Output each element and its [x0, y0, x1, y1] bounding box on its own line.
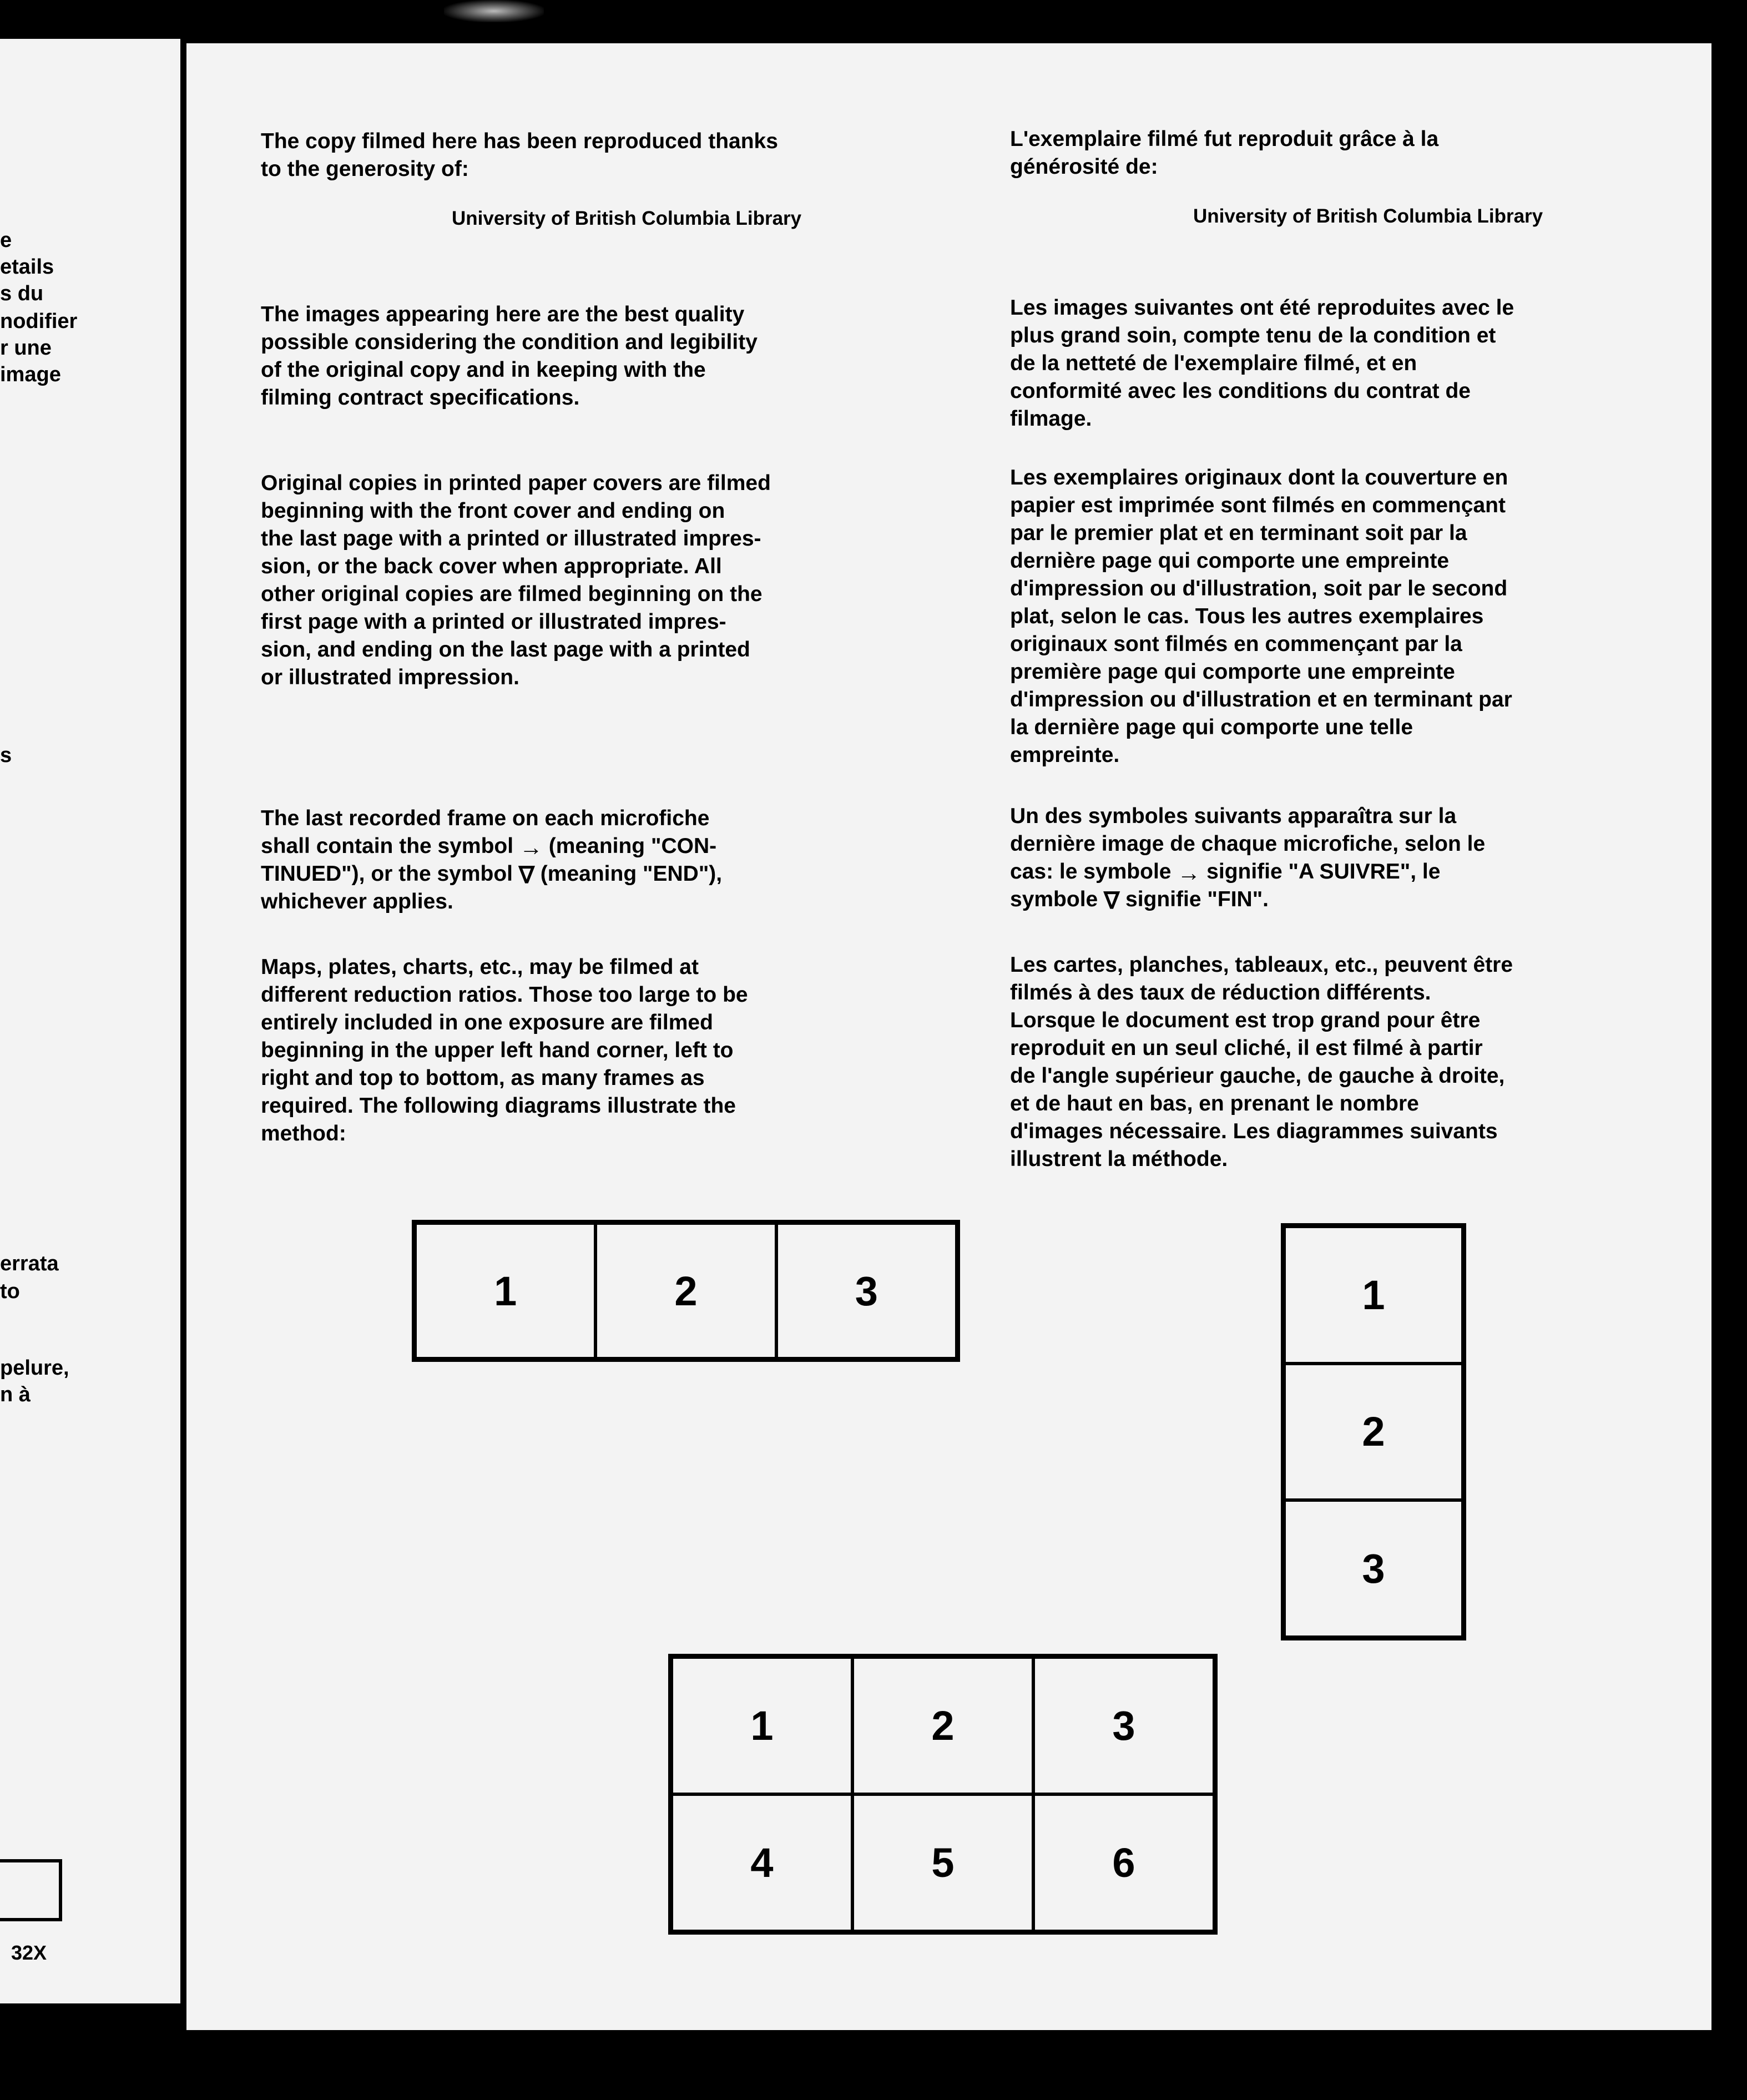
- text: (meaning "END"),: [534, 862, 723, 886]
- diagram-horizontal-frames: [412, 1220, 960, 1362]
- adjacent-page-fragment: [0, 39, 180, 2003]
- arrow-right-icon: →: [1177, 859, 1201, 886]
- text: cas: le symbole: [1010, 860, 1178, 884]
- frame-cell: 3: [776, 1223, 957, 1359]
- reduction-label: 32X: [11, 1941, 47, 1964]
- text: signifie "FIN".: [1119, 887, 1269, 911]
- fragment-text: s du: [0, 282, 44, 305]
- fragment-text: pelure,: [0, 1356, 69, 1380]
- text: Un des symboles suivants apparaîtra sur la: [1010, 804, 1457, 828]
- french-library-name: University of British Columbia Library: [1193, 205, 1543, 227]
- fragment-text: nodifier: [0, 310, 78, 333]
- fragment-text: errata: [0, 1252, 59, 1275]
- frame-cell: 3: [1284, 1500, 1463, 1637]
- french-original-copies: Les exemplaires originaux dont la couverture en papier est imprimée sont filmés en commençant par le premier plat et en terminant soit par la dernière page qui comporte une empreinte d'impression ou d'illustration, soit par le second plat, selon le cas. Tous les autres exemplaires originaux sont filmés en commençant par la première page qui comporte une empreinte d'impression ou d'illustration et en terminant par la dernière page qui comporte une telle empreinte.: [1010, 466, 1512, 767]
- french-acknowledgement: L'exemplaire filmé fut reproduit grâce à la générosité de:: [1010, 127, 1439, 179]
- fragment-text: r une: [0, 336, 52, 360]
- text: The last recorded frame on each microfiche: [261, 806, 710, 830]
- frame-cell: 6: [1033, 1794, 1214, 1931]
- text: TINUED"), or the symbol: [261, 862, 519, 886]
- diagram-grid-frames: [668, 1654, 1218, 1935]
- text: signifie "A SUIVRE", le: [1200, 860, 1441, 884]
- fragment-text: s: [0, 744, 12, 767]
- frame-cell: 2: [852, 1657, 1033, 1794]
- frame-cell: 1: [1284, 1226, 1463, 1364]
- frame-cell: 2: [595, 1223, 776, 1359]
- triangle-down-icon: ∇: [518, 861, 534, 888]
- text: (meaning "CON-: [542, 834, 717, 858]
- text: whichever applies.: [261, 890, 453, 913]
- french-maps-paragraph: Les cartes, planches, tableaux, etc., peuvent être filmés à des taux de réduction différents. Lorsque le document est trop grand pour être reproduit en un seul cliché, il est filmé à partir de l'angle supérieur gauche, de gauche à droite, et de haut en bas, en prenant le nombre d'images nécessaire. Les diagrammes suivants illustrent la méthode.: [1010, 953, 1513, 1171]
- frame-cell: 1: [671, 1657, 852, 1794]
- text: shall contain the symbol: [261, 834, 519, 858]
- fragment-text: to: [0, 1280, 20, 1303]
- frame-cell: 4: [671, 1794, 852, 1931]
- fragment-text: e: [0, 229, 12, 252]
- reduction-box: [0, 1859, 62, 1921]
- triangle-down-icon: ∇: [1104, 887, 1120, 913]
- frame-cell: 5: [852, 1794, 1033, 1931]
- english-original-copies: Original copies in printed paper covers are filmed beginning with the front cover and ending on the last page with a printed or illustrated impres- sion, or the back cover when appropriate. All other original copies are filmed beginning on the first page with a printed or illustrated impres- sion, and ending on the last page with a printed or illustrated impression.: [261, 471, 771, 689]
- english-symbols-paragraph: [261, 805, 722, 916]
- french-image-quality: Les images suivantes ont été reproduites avec le plus grand soin, compte tenu de la condition et de la netteté de l'exemplaire filmé, et en conformité avec les conditions du contrat de filmage.: [1010, 296, 1514, 431]
- frame-cell: 1: [415, 1223, 595, 1359]
- fragment-text: image: [0, 363, 61, 386]
- fragment-text: etails: [0, 255, 54, 279]
- fragment-text: n à: [0, 1383, 31, 1406]
- english-maps-paragraph: Maps, plates, charts, etc., may be filmed at different reduction ratios. Those too large to be entirely included in one exposure are filmed beginning in the upper left hand corner, left to right and top to bottom, as many frames as required. The following diagrams illustrate the method:: [261, 955, 748, 1145]
- scan-dust-top: [444, 0, 544, 22]
- french-symbols-paragraph: [1010, 802, 1485, 913]
- text: dernière image de chaque microfiche, selon le: [1010, 832, 1486, 856]
- diagram-vertical-frames: [1281, 1223, 1466, 1640]
- frame-cell: 2: [1284, 1364, 1463, 1501]
- english-acknowledgement: The copy filmed here has been reproduced thanks to the generosity of:: [261, 129, 778, 181]
- english-library-name: University of British Columbia Library: [452, 208, 802, 229]
- arrow-right-icon: →: [519, 834, 543, 860]
- english-image-quality: The images appearing here are the best quality possible considering the condition and legibility of the original copy and in keeping with the filming contract specifications.: [261, 302, 758, 410]
- frame-cell: 3: [1033, 1657, 1214, 1794]
- text: symbole: [1010, 887, 1104, 911]
